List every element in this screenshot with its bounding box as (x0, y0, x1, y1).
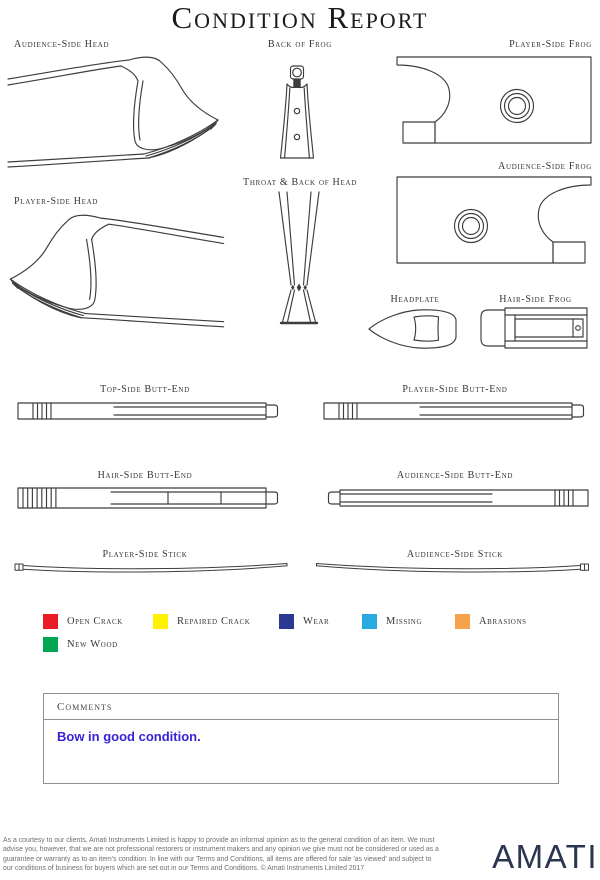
page-title: Condition Report (171, 0, 429, 35)
panel-label-headplate: Headplate (390, 294, 440, 305)
panel-label-player-side-head: Player-Side Head (14, 196, 99, 207)
panel-label-top-side-butt-end: Top-Side Butt-End (100, 384, 190, 395)
legend-item-missing (362, 614, 422, 629)
legend-item-open-crack (43, 614, 123, 629)
headplate-drawing (367, 306, 461, 352)
legend-swatch-missing (362, 614, 377, 629)
hair-side-frog-drawing (477, 306, 589, 350)
hair-side-butt-end-drawing (16, 483, 284, 513)
audience-side-butt-end-drawing (322, 484, 590, 512)
panel-label-player-side-stick: Player-Side Stick (102, 549, 188, 560)
panel-label-hair-side-butt-end: Hair-Side Butt-End (97, 470, 193, 481)
panel-label-audience-side-head: Audience-Side Head (14, 39, 110, 50)
legend-label-open-crack: Open Crack (67, 616, 123, 627)
panel-label-audience-side-butt-end: Audience-Side Butt-End (396, 470, 514, 481)
audience-side-stick-drawing (310, 560, 595, 578)
panel-label-player-side-frog: Player-Side Frog (509, 39, 592, 50)
comments-header: Comments (44, 694, 558, 720)
panel-label-throat-back-of-head: Throat & Back of Head (243, 177, 357, 188)
legend-label-missing: Missing (386, 616, 423, 627)
panel-label-back-of-frog: Back of Frog (267, 39, 333, 50)
comments-box (43, 693, 559, 784)
panel-label-player-side-butt-end: Player-Side Butt-End (402, 384, 508, 395)
legend-label-abrasions: Abrasions (479, 616, 527, 627)
legend-label-repaired-crack: Repaired Crack (177, 616, 251, 627)
player-side-frog-drawing (395, 55, 593, 145)
legend-swatch-new-wood (43, 637, 58, 652)
audience-side-frog-drawing (395, 175, 593, 265)
audience-side-head-drawing (2, 52, 224, 180)
legend-item-wear (279, 614, 329, 629)
player-side-butt-end-drawing (322, 397, 590, 425)
back-of-frog-drawing (277, 64, 317, 164)
amati-logo: AMATI (492, 838, 598, 875)
comments-text: Bow in good condition. (57, 729, 201, 744)
panel-label-audience-side-stick: Audience-Side Stick (406, 549, 504, 560)
panel-label-audience-side-frog: Audience-Side Frog (498, 161, 592, 172)
legend-swatch-repaired-crack (153, 614, 168, 629)
legend-label-wear: Wear (303, 616, 330, 627)
legend-swatch-open-crack (43, 614, 58, 629)
footer-disclaimer: As a courtesy to our clients, Amati Instruments Limited is happy to provide an informal opinion as to the general condition of an item. We must advise you, however, that we are not professional restorers or instrument makers and any opinion we give must not be considered or used as a guarantee or warranty as to an item's condition. In line with our Terms and Conditions, all items are offered for sale 'as viewed' and subject to our conditions of business for buyers which are set out in our Terms and Conditions. © Amati Instruments Limited 2017 (3, 837, 439, 873)
top-side-butt-end-drawing (16, 397, 284, 425)
legend-item-new-wood (43, 637, 118, 652)
legend-swatch-wear (279, 614, 294, 629)
throat-back-of-head-drawing (271, 191, 327, 333)
player-side-stick-drawing (12, 560, 290, 578)
legend-label-new-wood: New Wood (67, 639, 118, 650)
legend-item-abrasions (455, 614, 527, 629)
legend-item-repaired-crack (153, 614, 250, 629)
panel-label-hair-side-frog: Hair-Side Frog (499, 294, 572, 305)
legend-swatch-abrasions (455, 614, 470, 629)
player-side-head-drawing (2, 210, 232, 340)
